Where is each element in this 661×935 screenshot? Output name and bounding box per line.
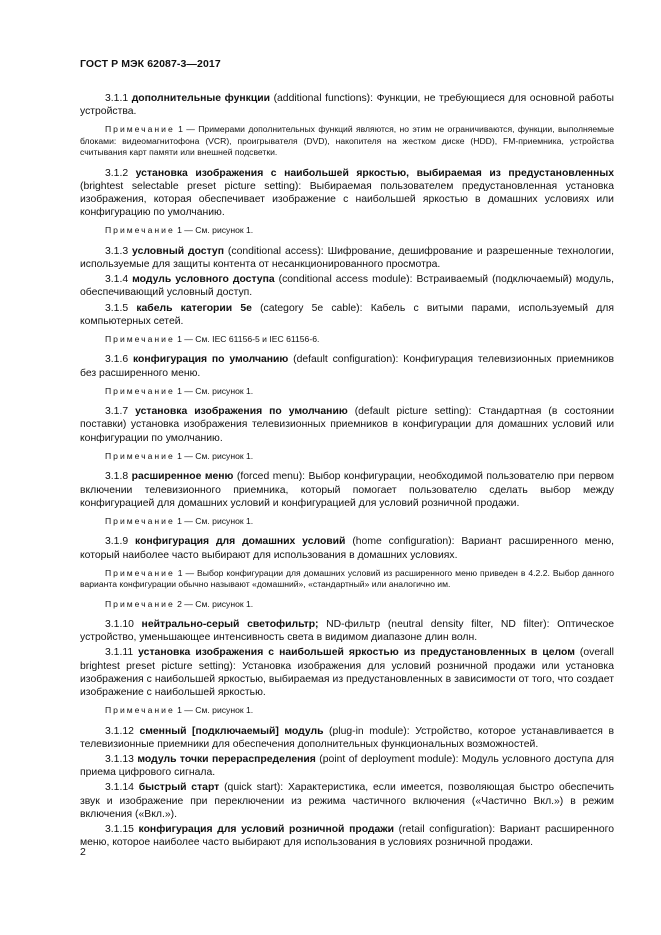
term: расширенное меню [131,471,234,483]
definition-paragraph [80,823,614,849]
definition-paragraph [80,646,614,699]
definition-paragraph [80,273,614,299]
note-paragraph [80,599,614,610]
definition-paragraph [80,753,614,779]
definition-paragraph [80,167,614,220]
note-paragraph [80,568,614,591]
clause-number: 3.1.2 [105,167,129,179]
clause-number: 3.1.9 [105,536,129,548]
clause-number: 3.1.5 [105,302,129,314]
term: модуль условного доступа [132,274,275,286]
definition-text: (point of deployment module): Модуль условного доступа для приема цифрового сигнала. [80,753,614,779]
term: установка изображения с наибольшей яркостью, выбираемая из предустановленных [135,167,614,179]
note-label: Примечание [105,450,175,461]
note-text: 2 — См. рисунок 1. [174,598,254,609]
clause-number: 3.1.7 [105,406,129,418]
clause-number: 3.1.4 [105,274,129,286]
page-number: 2 [80,846,86,858]
note-label: Примечание [105,385,175,396]
note-paragraph [80,516,614,527]
definition-paragraph [80,302,614,328]
note-text: 1 — См. рисунок 1. [174,450,254,461]
term: конфигурация для домашних условий [135,536,346,548]
definition-paragraph [80,92,614,118]
note-label: Примечание [105,124,175,135]
document-header: ГОСТ Р МЭК 62087-3—2017 [80,58,221,70]
clause-number: 3.1.1 [105,93,129,104]
definition-text: (conditional access): Шифрование, дешифрование и разрешенные технологии, используемые для защиты контента от несанкционированного просмотра. [80,245,614,271]
note-text: 1 — Выбор конфигурации для домашних условий из расширенного меню приведен в 4.2.2. Выбор данного варианта конфигурации обычно называют «домашний», «стандартный» или аналогично им. [80,567,614,590]
note-text: 1 — См. рисунок 1. [174,705,254,716]
clause-number: 3.1.12 [105,725,134,737]
definition-paragraph [80,725,614,751]
definition-paragraph [80,470,614,510]
clause-number: 3.1.8 [105,471,129,483]
term: сменный [подключаемый] модуль [139,725,324,737]
definition-text: (default configuration): Конфигурация телевизионных приемников без расширенного меню. [80,354,615,379]
note-paragraph [80,386,614,397]
term: нейтрально-серый светофильтр; [141,618,319,630]
definition-paragraph [80,535,614,561]
term: быстрый старт [138,782,220,794]
term: установка изображения с наибольшей яркостью из предустановленных в целом [138,647,575,659]
definition-text: (default picture setting): Стандартная (в состоянии поставки) установка изображения телевизионных приемников в конфигурации для домашних условий или конфигурации по умолчанию. [80,406,615,444]
definition-text: (forced menu): Выбор конфигурации, необходимой пользователю при первом включении телевизионного приемника, который помогает пользователю сделать выбор между конфигурацией для домашних условий и конфигурацией для условий розничной продажи. [80,471,614,509]
definition-text: (brightest selectable preset picture setting): Выбираемая пользователем предустановленная установка изображения, которая обеспечивает изображение с наибольшей яркостью в домашних условиях или конфигурацию по умолчанию. [80,180,614,219]
note-text: 1 — Примерами дополнительных функций являются, но этим не ограничиваются, функции, выполняемые блоками: видеомагнитофона (VCR), проигрывателя (DVD), накопителя на жестком диске (HDD), FM-приемника, устройства считывания карт памяти или внешней подсветки. [80,124,614,158]
term: конфигурация по умолчанию [132,354,289,366]
note-label: Примечание [105,705,175,716]
note-paragraph [80,451,614,462]
definition-paragraph [80,618,614,644]
definition-text: (additional functions): Функции, не требующиеся для основной работы устройства. [80,93,614,118]
definition-paragraph [80,245,614,271]
note-paragraph [80,334,614,345]
clause-number: 3.1.10 [105,618,134,630]
definition-paragraph [80,353,614,379]
term: условный доступ [132,245,224,257]
definition-text: (home configuration): Вариант расширенного меню, который наиболее часто выбирают для использования в домашних условиях. [80,536,615,561]
note-paragraph [80,124,614,158]
term: установка изображения по умолчанию [135,406,348,418]
clause-number: 3.1.13 [105,753,134,765]
term: дополнительные функции [131,93,270,104]
document-body [80,92,614,851]
note-text: 1 — См. IEC 61156-5 и IEC 61156-6. [174,334,320,345]
term: кабель категории 5е [136,302,252,314]
note-label: Примечание [105,567,175,578]
definition-paragraph [80,405,614,445]
note-text: 1 — См. рисунок 1. [174,225,254,236]
definition-paragraph [80,781,614,821]
clause-number: 3.1.14 [105,782,134,794]
note-text: 1 — См. рисунок 1. [174,385,254,396]
term: конфигурация для условий розничной продажи [138,823,395,835]
clause-number: 3.1.15 [105,823,134,835]
note-label: Примечание [105,598,175,609]
clause-number: 3.1.6 [105,354,129,366]
definition-text: ND-фильтр (neutral density filter, ND filter): Оптическое устройство, уменьшающее интенсивность света в видимом диапазоне длин волн. [80,618,615,644]
clause-number: 3.1.3 [105,245,129,257]
note-label: Примечание [105,515,175,526]
note-text: 1 — См. рисунок 1. [174,515,254,526]
definition-text: (category 5e cable): Кабель с витыми парами, используемый для компьютерных сетей. [80,302,614,327]
note-label: Примечание [105,334,175,345]
definition-text: (plug-in module): Устройство, которое устанавливается в телевизионные приемники для обеспечения дополнительных функциональных возможностей. [80,725,614,750]
term: модуль точки перераспределения [137,753,316,765]
definition-text: (conditional access module): Встраиваемый (подключаемый) модуль, обеспечивающий условный доступ. [80,274,615,299]
clause-number: 3.1.11 [105,647,134,659]
definition-text: (overall brightest preset picture setting): Установка изображения для условий розничной продажи или установка изображения с наибольшей яркостью, выбираемая из предустановленных в зависимости от того, что создает изображение с наибольшей яркостью. [80,647,614,698]
note-paragraph [80,705,614,716]
definition-text: (quick start): Характеристика, если имеется, позволяющая быстро обеспечить звук и изображение при переключении из режима частичного включения («Частично Вкл.») в режим включения («Вкл.»). [80,782,615,820]
note-paragraph [80,225,614,236]
note-label: Примечание [105,225,175,236]
definition-text: (retail configuration): Вариант расширенного меню, которое наиболее часто выбирают для использования в условиях розничной продажи. [80,823,614,849]
